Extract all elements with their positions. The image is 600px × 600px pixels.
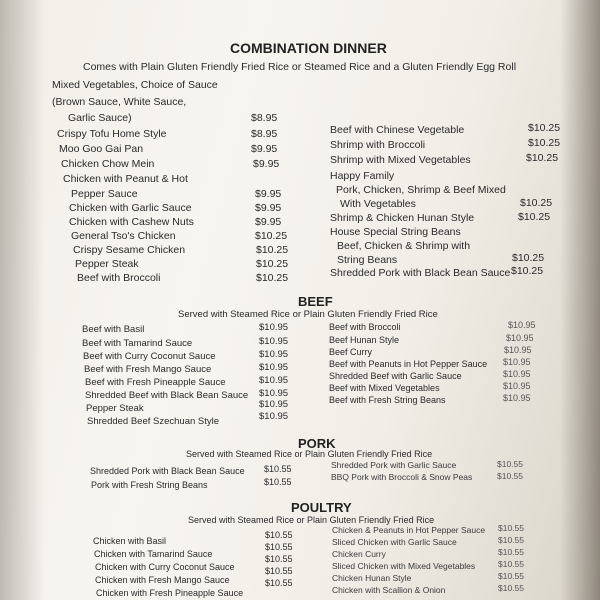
menu-item-name: Beef with Mixed Vegetables (329, 383, 440, 393)
menu-item-name: Shredded Beef with Garlic Sauce (329, 371, 462, 381)
menu-item-name: Chicken with Curry Coconut Sauce (95, 562, 235, 572)
menu-item-price: $10.25 (256, 244, 289, 256)
menu-item-name: Shredded Beef with Black Bean Sauce (85, 390, 249, 401)
menu-item-price: $10.25 (528, 122, 561, 134)
menu-item-name: Beef Curry (329, 347, 373, 357)
menu-item-name: Chicken Curry (332, 549, 386, 559)
menu-item-name: Chicken Hunan Style (332, 573, 412, 583)
menu-item-price: $10.55 (498, 535, 524, 545)
menu-item-name: Beef with Tamarind Sauce (82, 338, 193, 349)
menu-item-price: $10.95 (259, 388, 289, 399)
menu-item-name: Chicken with Garlic Sauce (69, 202, 192, 214)
menu-item-price: $10.95 (259, 362, 289, 373)
menu-item-price: $10.95 (503, 381, 531, 391)
menu-item-price: $10.55 (264, 464, 292, 474)
menu-item-name: BBQ Pork with Broccoli & Snow Peas (331, 472, 473, 482)
menu-item-price: $10.25 (518, 211, 551, 223)
menu-item-name: String Beans (337, 254, 398, 266)
page-shadow-left (0, 0, 45, 600)
menu-item-name: Beef with Fresh Mango Sauce (84, 364, 212, 375)
menu-item-name: Beef with Basil (82, 324, 145, 335)
section-title-pork: PORK (298, 436, 336, 451)
menu-item-price: $10.95 (259, 336, 289, 347)
menu-item-price: $10.95 (508, 320, 536, 330)
menu-item-name: Shredded Pork with Black Bean Sauce (330, 267, 511, 279)
menu-item-price: $10.25 (256, 272, 289, 284)
menu-item-price: $10.95 (259, 322, 289, 333)
menu-item-price: $9.95 (255, 216, 282, 228)
menu-item-price: $9.95 (253, 158, 280, 170)
menu-item-price: $10.95 (504, 345, 532, 355)
menu-item-name: Chicken with Tamarind Sauce (94, 549, 213, 559)
menu-item-name: Sliced Chicken with Mixed Vegetables (332, 561, 476, 571)
menu-item-name: Happy Family (330, 170, 395, 182)
menu-item-price: $10.25 (528, 137, 561, 149)
menu-item-price: $9.95 (251, 143, 278, 155)
menu-item-name: Beef with Fresh Pineapple Sauce (85, 377, 226, 388)
menu-item-price: $9.95 (255, 188, 282, 200)
menu-item-price: $10.25 (526, 152, 559, 164)
menu-item-price: $10.95 (503, 393, 531, 403)
menu-item-name: Pepper Steak (75, 258, 139, 270)
menu-item-price: $10.55 (497, 471, 523, 481)
menu-item-name: Beef with Broccoli (77, 272, 161, 284)
menu-item-price: $8.95 (251, 128, 278, 140)
menu-item-name: Shredded Pork with Black Bean Sauce (90, 466, 245, 476)
menu-item-price: $10.55 (498, 583, 524, 593)
menu-item-price: $10.55 (498, 523, 524, 533)
menu-item-name: Shrimp with Mixed Vegetables (330, 154, 471, 166)
menu-item-price: $10.25 (512, 252, 545, 264)
section-subtitle-combination: Comes with Plain Gluten Friendly Fried Rice or Steamed Rice and a Gluten Friendly Egg Roll (83, 61, 517, 73)
section-subtitle-pork: Served with Steamed Rice or Plain Gluten Friendly Fried Rice (186, 449, 433, 459)
menu-item-price: $10.95 (259, 411, 289, 422)
menu-item-name: Pork with Fresh String Beans (91, 480, 208, 490)
menu-item-name: Beef Hunan Style (329, 335, 400, 345)
menu-item-name: Chicken with Fresh Mango Sauce (95, 575, 230, 585)
menu-item-name: Moo Goo Gai Pan (59, 143, 144, 155)
menu-item-price: $10.55 (265, 566, 293, 576)
menu-item-name: Beef with Broccoli (329, 322, 401, 332)
menu-item-name: With Vegetables (340, 198, 416, 210)
menu-item-price: $10.55 (497, 459, 523, 469)
menu-item-name: Chicken with Scallion & Onion (332, 585, 446, 595)
section-title-combination: COMBINATION DINNER (230, 40, 387, 56)
menu-item-name: Shredded Beef Szechuan Style (87, 416, 220, 427)
menu-item-price: $10.55 (498, 547, 524, 557)
menu-item-price: $9.95 (255, 202, 282, 214)
menu-item-price: $10.95 (259, 399, 289, 410)
menu-item-name: Beef with Curry Coconut Sauce (83, 351, 216, 362)
menu-item-name: Beef with Fresh String Beans (329, 395, 446, 405)
menu-item-name: Chicken & Peanuts in Hot Pepper Sauce (332, 525, 486, 535)
page-shadow-right (560, 0, 600, 600)
menu-item-price: $10.55 (265, 554, 293, 564)
menu-item-name: General Tso's Chicken (71, 230, 176, 242)
menu-item-name: Beef, Chicken & Shrimp with (337, 240, 471, 252)
menu-item-price: $10.55 (264, 477, 292, 487)
menu-item-price: $10.55 (265, 578, 293, 588)
menu-item-name: Pork, Chicken, Shrimp & Beef Mixed (336, 184, 506, 196)
menu-item-price: $10.95 (259, 349, 289, 360)
menu-item-price: $10.55 (265, 530, 293, 540)
menu-item-price: $10.25 (511, 265, 544, 277)
menu-item-name: Crispy Sesame Chicken (73, 244, 186, 256)
section-subtitle-poultry: Served with Steamed Rice or Plain Gluten Friendly Fried Rice (188, 515, 435, 525)
menu-item-name: Chicken with Peanut & Hot (63, 173, 188, 185)
menu-item-price: $10.25 (255, 230, 288, 242)
menu-item-name: Crispy Tofu Home Style (57, 128, 167, 140)
menu-item-name: Chicken Chow Mein (61, 158, 155, 170)
menu-item-price: $10.95 (503, 369, 531, 379)
menu-item-name: Beef with Peanuts in Hot Pepper Sauce (329, 359, 488, 369)
menu-item-name: Mixed Vegetables, Choice of Sauce (52, 79, 218, 91)
menu-item-name: Chicken with Basil (93, 536, 167, 546)
menu-item-price: $10.55 (265, 542, 293, 552)
menu-item-price: $8.95 (251, 112, 278, 124)
menu-item-price: $10.95 (506, 333, 534, 343)
menu-item-name: Shredded Pork with Garlic Sauce (331, 460, 457, 470)
menu-item-name: Beef with Chinese Vegetable (330, 124, 465, 136)
section-title-poultry: POULTRY (291, 500, 352, 515)
menu-item-name: Sliced Chicken with Garlic Sauce (332, 537, 457, 547)
menu-item-price: $10.55 (498, 559, 524, 569)
menu-item-name: Pepper Sauce (71, 188, 138, 200)
menu-item-name: (Brown Sauce, White Sauce, (52, 96, 187, 108)
menu-item-price: $10.25 (256, 258, 289, 270)
menu-item-name: Shrimp with Broccoli (330, 139, 426, 151)
menu-item-name: Pepper Steak (86, 403, 144, 414)
menu-item-price: $10.55 (498, 571, 524, 581)
section-subtitle-beef: Served with Steamed Rice or Plain Gluten Friendly Fried Rice (178, 309, 438, 320)
menu-item-name: Chicken with Fresh Pineapple Sauce (96, 588, 244, 598)
section-title-beef: BEEF (298, 294, 333, 309)
menu-item-name: Garlic Sauce) (68, 112, 132, 124)
menu-item-name: House Special String Beans (330, 226, 461, 238)
menu-item-price: $10.25 (520, 197, 553, 209)
menu-item-price: $10.95 (503, 357, 531, 367)
menu-item-price: $10.95 (259, 375, 289, 386)
menu-item-name: Shrimp & Chicken Hunan Style (330, 212, 475, 224)
menu-item-name: Chicken with Cashew Nuts (69, 216, 194, 228)
